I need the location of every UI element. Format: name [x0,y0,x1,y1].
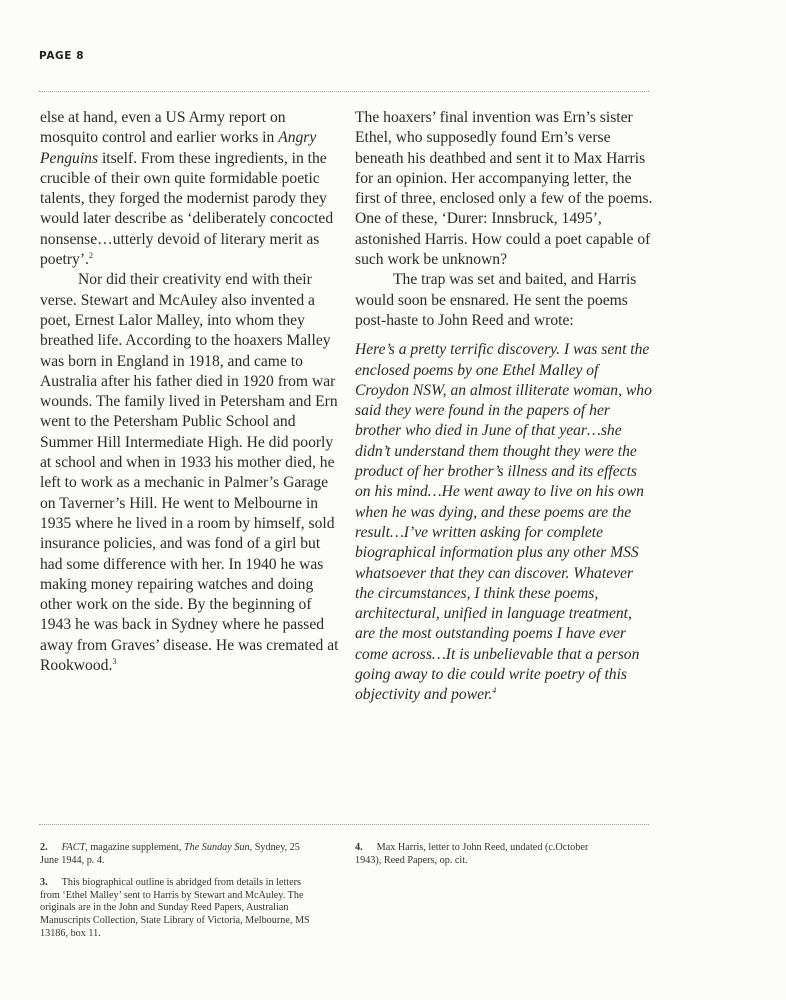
left-column [40,108,340,676]
footnote-4: 4. Max Harris, letter to John Reed, undated (c.October 1943), Reed Papers, op. cit. [355,842,589,866]
page-header: PAGE 8 [39,50,85,62]
left-paragraph-2: Nor did their creativity end with their verse. Stewart and McAuley also invented a poet, Ernest Lalor Malley, into whom they breathed life. According to the hoaxers Malley was born in England in 1918, and came to Australia after his father died in 1920 from war wounds. The family lived in Petersham and Ern went to the Petersham Public School and Summer Hill Intermediate High. He did poorly at school and when in 1933 his mother died, he left to work as a mechanic in Palmer’s Garage on Taverner’s Hill. He went to Melbourne in 1935 where he lived in a room by himself, sold insurance policies, and was fond of a girl but had some difference with her. In 1940 he was making money repairing watches and doing other work on the side. By the beginning of 1943 he was back in Sydney where he passed away from Graves’ disease. He was cremated at Rookwood.$^3$ [40,271,339,675]
right-paragraph-1: The hoaxers’ final invention was Ern’s sister Ethel, who supposedly found Ern’s verse beneath his deathbed and sent it to Max Harris for an opinion. Her accompanying letter, the first of three, enclosed only a few of the poems. One of these, ‘Durer: Innsbruck, 1495’, astonished Harris. How could a poet capable of such work be unknown? [355,109,653,269]
footnote-ref-3: 3 [112,656,117,666]
block-quote: Here’s a pretty terrific discovery. I was sent the enclosed poems by one Ethel Malley of Croydon NSW, an almost illiterate woman, who said they were found in the papers of her brother who died in June of that year…she didn’t understand them thought they were the product of her brother’s illness and its effects on his mind…He went away to live on his own when he was dying, and these poems are the result…I’ve written asking for complete biographical information plus any other MSS whatsoever that they can discover. Whatever the circumstances, I think these poems, architectural, unified in language treatment, are the most outstanding poems I have ever come across…It is unbelievable that a person going away to die could write poetry of this objectivity and power.$^4$ [355,341,652,704]
footnote-3: 3. This biographical outline is abridged from details in letters from ‘Ethel Malley’ sent to Harris by Stewart and McAuley. The originals are in the John and Sunday Reed Papers, Australian Manuscripts Collection, State Library of Victoria, Melbourne, MS 13186, box 11. [40,877,310,939]
footnote-ref-2: 2 [88,250,93,260]
journal-title: Angry Penguins [40,129,317,167]
footnote-divider [39,824,649,825]
footnotes-left [40,842,310,950]
right-paragraph-2: The trap was set and baited, and Harris would soon be ensnared. He sent the poems post-haste to John Reed and wrote: [355,271,637,329]
header-divider [39,91,649,92]
footnotes-right [355,842,615,877]
left-paragraph-1: else at hand, even a US Army report on mosquito control and earlier works in Angry Penguins itself. From these ingredients, in the crucible of their own quite formidable poetic talents, they forged the modernist parody they would later describe as ‘deliberately concocted nonsense…utterly devoid of literary merit as poetry’.$^2$ [40,109,334,269]
footnote-2: 2. FACT, magazine supplement, The Sunday Sun, Sydney, 25 June 1944, p. 4. [40,842,300,866]
right-column [355,108,655,706]
footnote-ref-4: 4 [492,686,497,696]
